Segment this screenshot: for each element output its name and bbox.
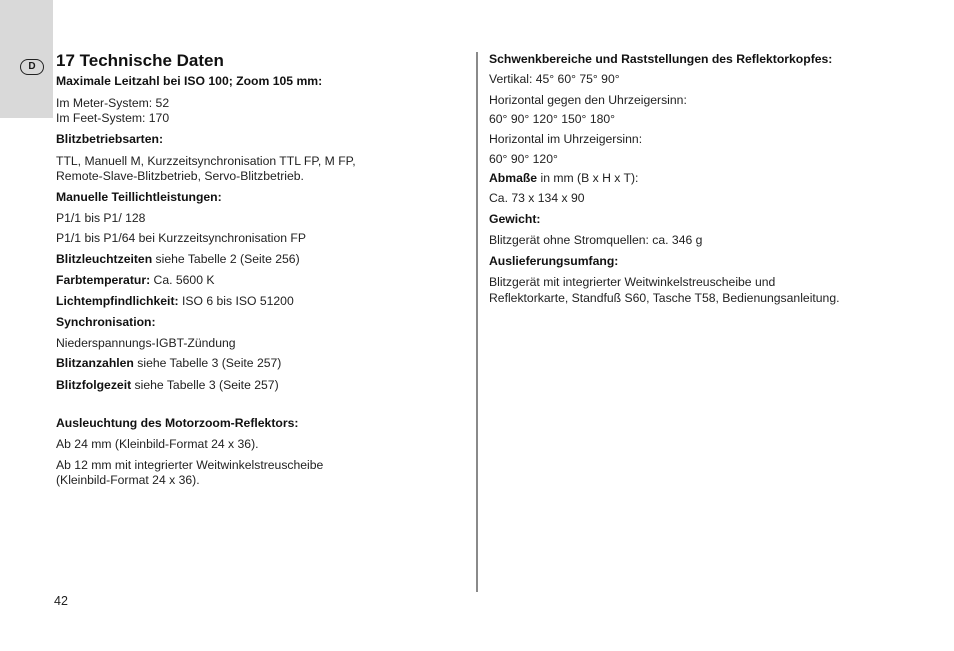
lichtempf-label: Lichtempfindlichkeit: xyxy=(56,294,179,308)
abmasse-label: Abmaße xyxy=(489,171,538,185)
anzahlen-label: Blitzanzahlen xyxy=(56,356,134,370)
horiz-gegen-label: Horizontal gegen den Uhrzeigersinn: xyxy=(489,93,687,107)
ausleuchtung-line-2: Ab 12 mm mit integrierter Weitwinkelstreuscheibe xyxy=(56,458,324,472)
farbtemp-line xyxy=(56,272,215,288)
betriebsarten-label: Blitzbetriebsarten: xyxy=(56,132,163,146)
folgezeit-label: Blitzfolgezeit xyxy=(56,378,132,392)
horiz-im-values: 60° 90° 120° xyxy=(489,152,558,166)
max-leitzahl-label: Maximale Leitzahl bei ISO 100; Zoom 105 mm: xyxy=(56,74,323,88)
vertikal-value: Vertikal: 45° 60° 75° 90° xyxy=(489,72,620,86)
leuchtzeiten-line xyxy=(56,251,300,267)
farbtemp-text: Ca. 5600 K xyxy=(150,273,215,287)
feet-value: Im Feet-System: 170 xyxy=(56,111,170,125)
language-badge: D xyxy=(20,59,44,75)
ausleuchtung-line-3: (Kleinbild-Format 24 x 36). xyxy=(56,473,200,487)
farbtemp-label: Farbtemperatur: xyxy=(56,273,151,287)
gewicht-text: Blitzgerät ohne Stromquellen: ca. 346 g xyxy=(489,233,703,247)
leuchtzeiten-text: siehe Tabelle 2 (Seite 256) xyxy=(152,252,300,266)
abmasse-values: Ca. 73 x 134 x 90 xyxy=(489,191,585,205)
teillicht-line-1: P1/1 bis P1/ 128 xyxy=(56,211,146,225)
horiz-gegen-values: 60° 90° 120° 150° 180° xyxy=(489,112,616,126)
horiz-im-label: Horizontal im Uhrzeigersinn: xyxy=(489,132,643,146)
abmasse-text: in mm (B x H x T): xyxy=(537,171,639,185)
meter-value: Im Meter-System: 52 xyxy=(56,96,170,110)
page-number: 42 xyxy=(54,594,68,608)
ausleuchtung-label: Ausleuchtung des Motorzoom-Reflektors: xyxy=(56,416,299,430)
folgezeit-line xyxy=(56,377,279,393)
teillicht-label: Manuelle Teillichtleistungen: xyxy=(56,190,222,204)
leuchtzeiten-label: Blitzleuchtzeiten xyxy=(56,252,153,266)
abmasse-line xyxy=(489,170,638,186)
betriebsarten-line-2: Remote-Slave-Blitzbetrieb, Servo-Blitzbetrieb. xyxy=(56,169,304,183)
lieferung-label: Auslieferungsumfang: xyxy=(489,254,619,268)
anzahlen-line xyxy=(56,355,281,371)
lichtempf-text: ISO 6 bis ISO 51200 xyxy=(178,294,294,308)
teillicht-line-2: P1/1 bis P1/64 bei Kurzzeitsynchronisation FP xyxy=(56,231,306,245)
sync-label: Synchronisation: xyxy=(56,315,156,329)
lieferung-line-2: Reflektorkarte, Standfuß S60, Tasche T58, Bedienungsanleitung. xyxy=(489,291,840,305)
lichtempf-line xyxy=(56,293,294,309)
anzahlen-text: siehe Tabelle 3 (Seite 257) xyxy=(133,356,282,370)
folgezeit-text: siehe Tabelle 3 (Seite 257) xyxy=(131,378,279,392)
ausleuchtung-line-1: Ab 24 mm (Kleinbild-Format 24 x 36). xyxy=(56,437,259,451)
lieferung-line-1: Blitzgerät mit integrierter Weitwinkelstreuscheibe und xyxy=(489,275,776,289)
gewicht-label: Gewicht: xyxy=(489,212,541,226)
page-title: 17 Technische Daten xyxy=(56,51,224,70)
schwenk-label: Schwenkbereiche und Raststellungen des Reflektorkopfes: xyxy=(489,52,833,66)
sync-text: Niederspannungs-IGBT-Zündung xyxy=(56,336,236,350)
column-divider xyxy=(476,52,478,592)
betriebsarten-line-1: TTL, Manuell M, Kurzzeitsynchronisation TTL FP, M FP, xyxy=(56,154,356,168)
